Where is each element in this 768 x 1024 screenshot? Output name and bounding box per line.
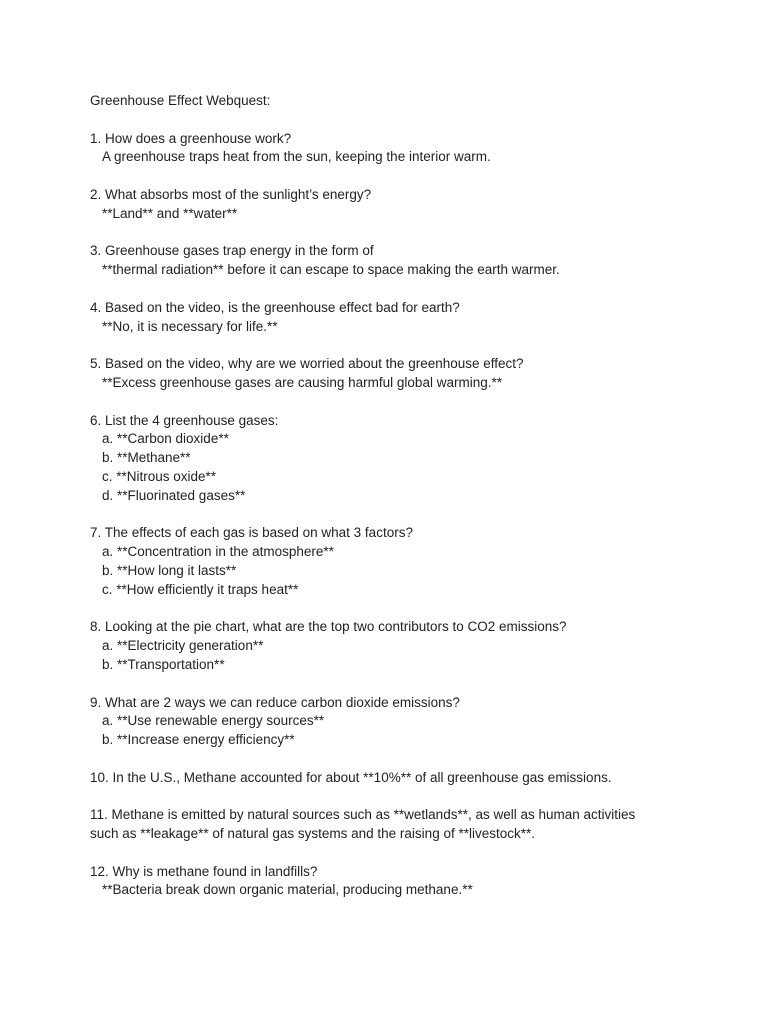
answer-12: **Bacteria break down organic material, producing methane.** [102, 882, 473, 898]
question-12: 12. Why is methane found in landfills? [90, 863, 318, 879]
answer-5: **Excess greenhouse gases are causing harmful global warming.** [102, 374, 502, 390]
document-body [90, 92, 690, 900]
spacer [90, 336, 690, 355]
spacer [90, 750, 690, 769]
answer-7-item: a. **Concentration in the atmosphere** [102, 544, 334, 560]
answer-2: **Land** and **water** [102, 205, 238, 221]
spacer [90, 600, 690, 619]
spacer [90, 844, 690, 863]
question-6: 6. List the 4 greenhouse gases: [90, 412, 279, 428]
document-title: Greenhouse Effect Webquest: [90, 93, 271, 108]
answer-9-item: a. **Use renewable energy sources** [102, 713, 325, 729]
answer-7-item: c. **How efficiently it traps heat** [102, 581, 299, 597]
answer-6-item: b. **Methane** [102, 450, 191, 466]
answer-7-item: b. **How long it lasts** [102, 562, 237, 578]
question-9: 9. What are 2 ways we can reduce carbon dioxide emissions? [90, 694, 460, 710]
question-3: 3. Greenhouse gases trap energy in the form of [90, 243, 374, 259]
spacer [90, 675, 690, 694]
answer-6-item: c. **Nitrous oxide** [102, 468, 217, 484]
spacer [90, 506, 690, 525]
question-2: 2. What absorbs most of the sunlight’s energy? [90, 186, 372, 202]
answer-9-item: b. **Increase energy efficiency** [102, 732, 295, 748]
question-7: 7. The effects of each gas is based on what 3 factors? [90, 525, 413, 541]
answer-3: **thermal radiation** before it can escape to space making the earth warmer. [102, 262, 560, 278]
spacer [90, 224, 690, 243]
question-5: 5. Based on the video, why are we worried about the greenhouse effect? [90, 356, 524, 372]
question-11-line-2: such as **leakage** of natural gas systems and the raising of **livestock**. [90, 826, 535, 842]
answer-8-item: a. **Electricity generation** [102, 638, 264, 654]
spacer [90, 787, 690, 806]
question-11-line-1: 11. Methane is emitted by natural sources such as **wetlands**, as well as human activities [90, 807, 636, 823]
spacer [90, 280, 690, 299]
spacer [90, 111, 690, 130]
question-4: 4. Based on the video, is the greenhouse effect bad for earth? [90, 299, 460, 315]
question-8: 8. Looking at the pie chart, what are the top two contributors to CO2 emissions? [90, 619, 567, 635]
question-1: 1. How does a greenhouse work? [90, 130, 292, 146]
spacer [90, 393, 690, 412]
answer-4: **No, it is necessary for life.** [102, 318, 278, 334]
question-10: 10. In the U.S., Methane accounted for about **10%** of all greenhouse gas emissions. [90, 769, 612, 785]
answer-6-item: a. **Carbon dioxide** [102, 431, 229, 447]
answer-1: A greenhouse traps heat from the sun, keeping the interior warm. [102, 149, 491, 165]
answer-6-item: d. **Fluorinated gases** [102, 487, 246, 503]
spacer [90, 167, 690, 186]
answer-8-item: b. **Transportation** [102, 656, 225, 672]
